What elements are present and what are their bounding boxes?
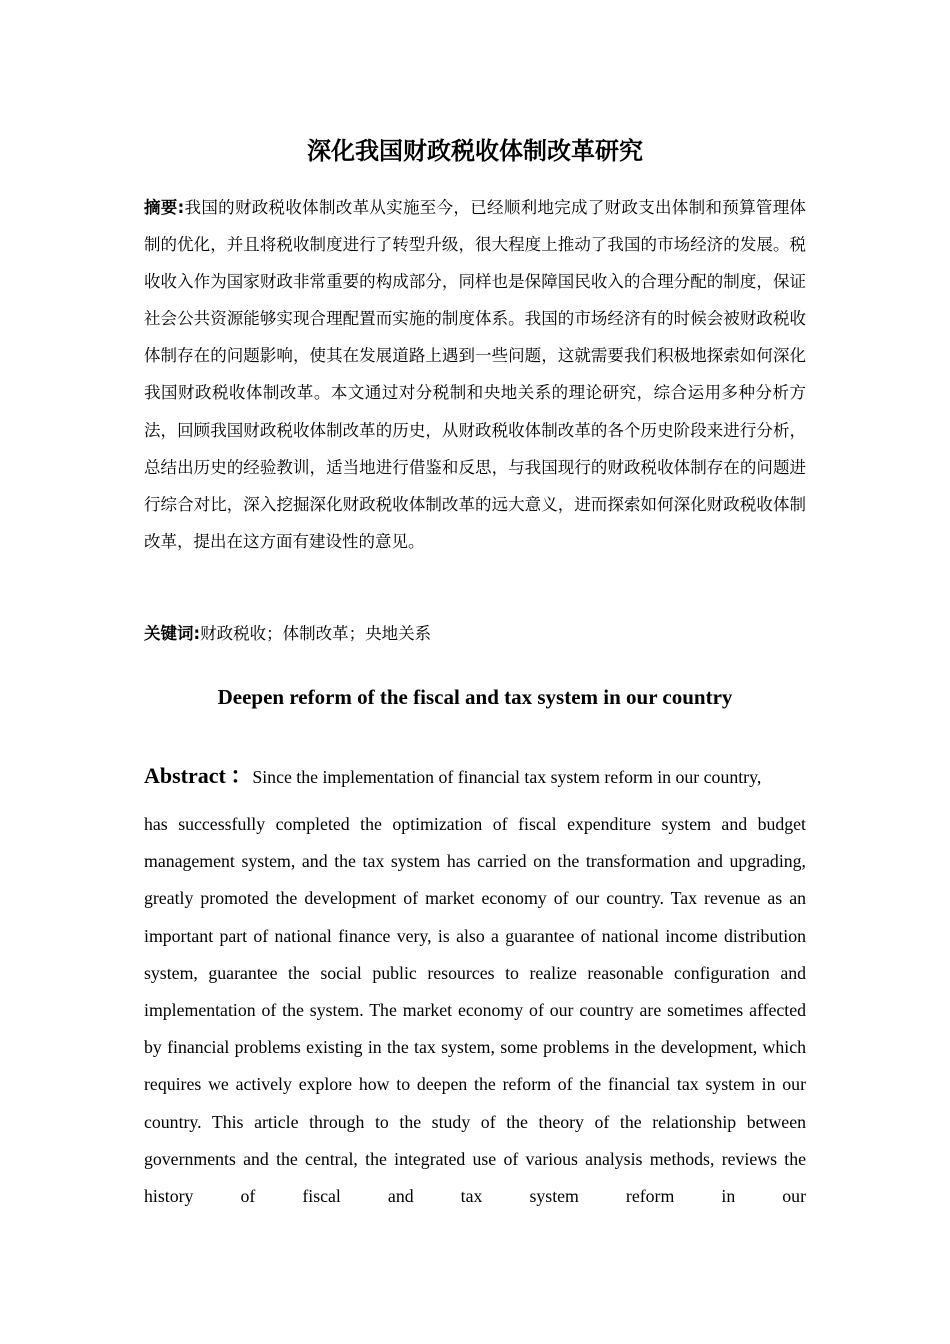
english-abstract-first-text: Since the implementation of financial tax system reform in our country, <box>252 767 762 787</box>
chinese-title: 深化我国财政税收体制改革研究 <box>307 137 643 165</box>
chinese-keywords <box>144 615 806 652</box>
chinese-abstract <box>144 189 806 560</box>
chinese-keywords-label: 关键词: <box>144 624 201 643</box>
english-abstract-first-line <box>144 756 806 797</box>
english-abstract-colon: ： <box>230 763 253 788</box>
english-abstract-body: has successfully completed the optimization of fiscal expenditure system and budget management system, and the tax system has carried on the transformation and upgrading, greatly promoted the development of market economy of our country. Tax revenue as an important part of national finance very, is also a guarantee of national income distribution system, guarantee the social public resources to realize reasonable configuration and implementation of the system. The market economy of our country are sometimes affected by financial problems existing in the tax system, some problems in the development, which requires we actively explore how to deepen the reform of the financial tax system in our country. This article through to the study of the theory of the relationship between governments and the central, the integrated use of various analysis methods, reviews the history of fiscal and tax system reform in our <box>144 814 806 1207</box>
chinese-abstract-label: 摘要: <box>144 198 185 217</box>
english-abstract-label: Abstract <box>144 763 226 788</box>
english-title: Deepen reform of the fiscal and tax system in our country <box>217 685 733 709</box>
chinese-keywords-text: 财政税收；体制改革；央地关系 <box>200 624 432 643</box>
chinese-abstract-text: 我国的财政税收体制改革从实施至今，已经顺利地完成了财政支出体制和预算管理体制的优化，并且将税收制度进行了转型升级，很大程度上推动了我国的市场经济的发展。税收收入作为国家财政非常重要的构成部分，同样也是保障国民收入的合理分配的制度，保证社会公共资源能够实现合理配置而实施的制度体系。我国的市场经济有的时候会被财政税收体制存在的问题影响，使其在发展道路上遇到一些问题，这就需要我们积极地探索如何深化我国财政税收体制改革。本文通过对分税制和央地关系的理论研究，综合运用多种分析方法，回顾我国财政税收体制改革的历史，从财政税收体制改革的各个历史阶段来进行分析，总结出历史的经验教训，适当地进行借鉴和反思，与我国现行的财政税收体制存在的问题进行综合对比，深入挖掘深化财政税收体制改革的远大意义，进而探索如何深化财政税收体制改革，提出在这方面有建设性的意见。 <box>144 198 806 551</box>
